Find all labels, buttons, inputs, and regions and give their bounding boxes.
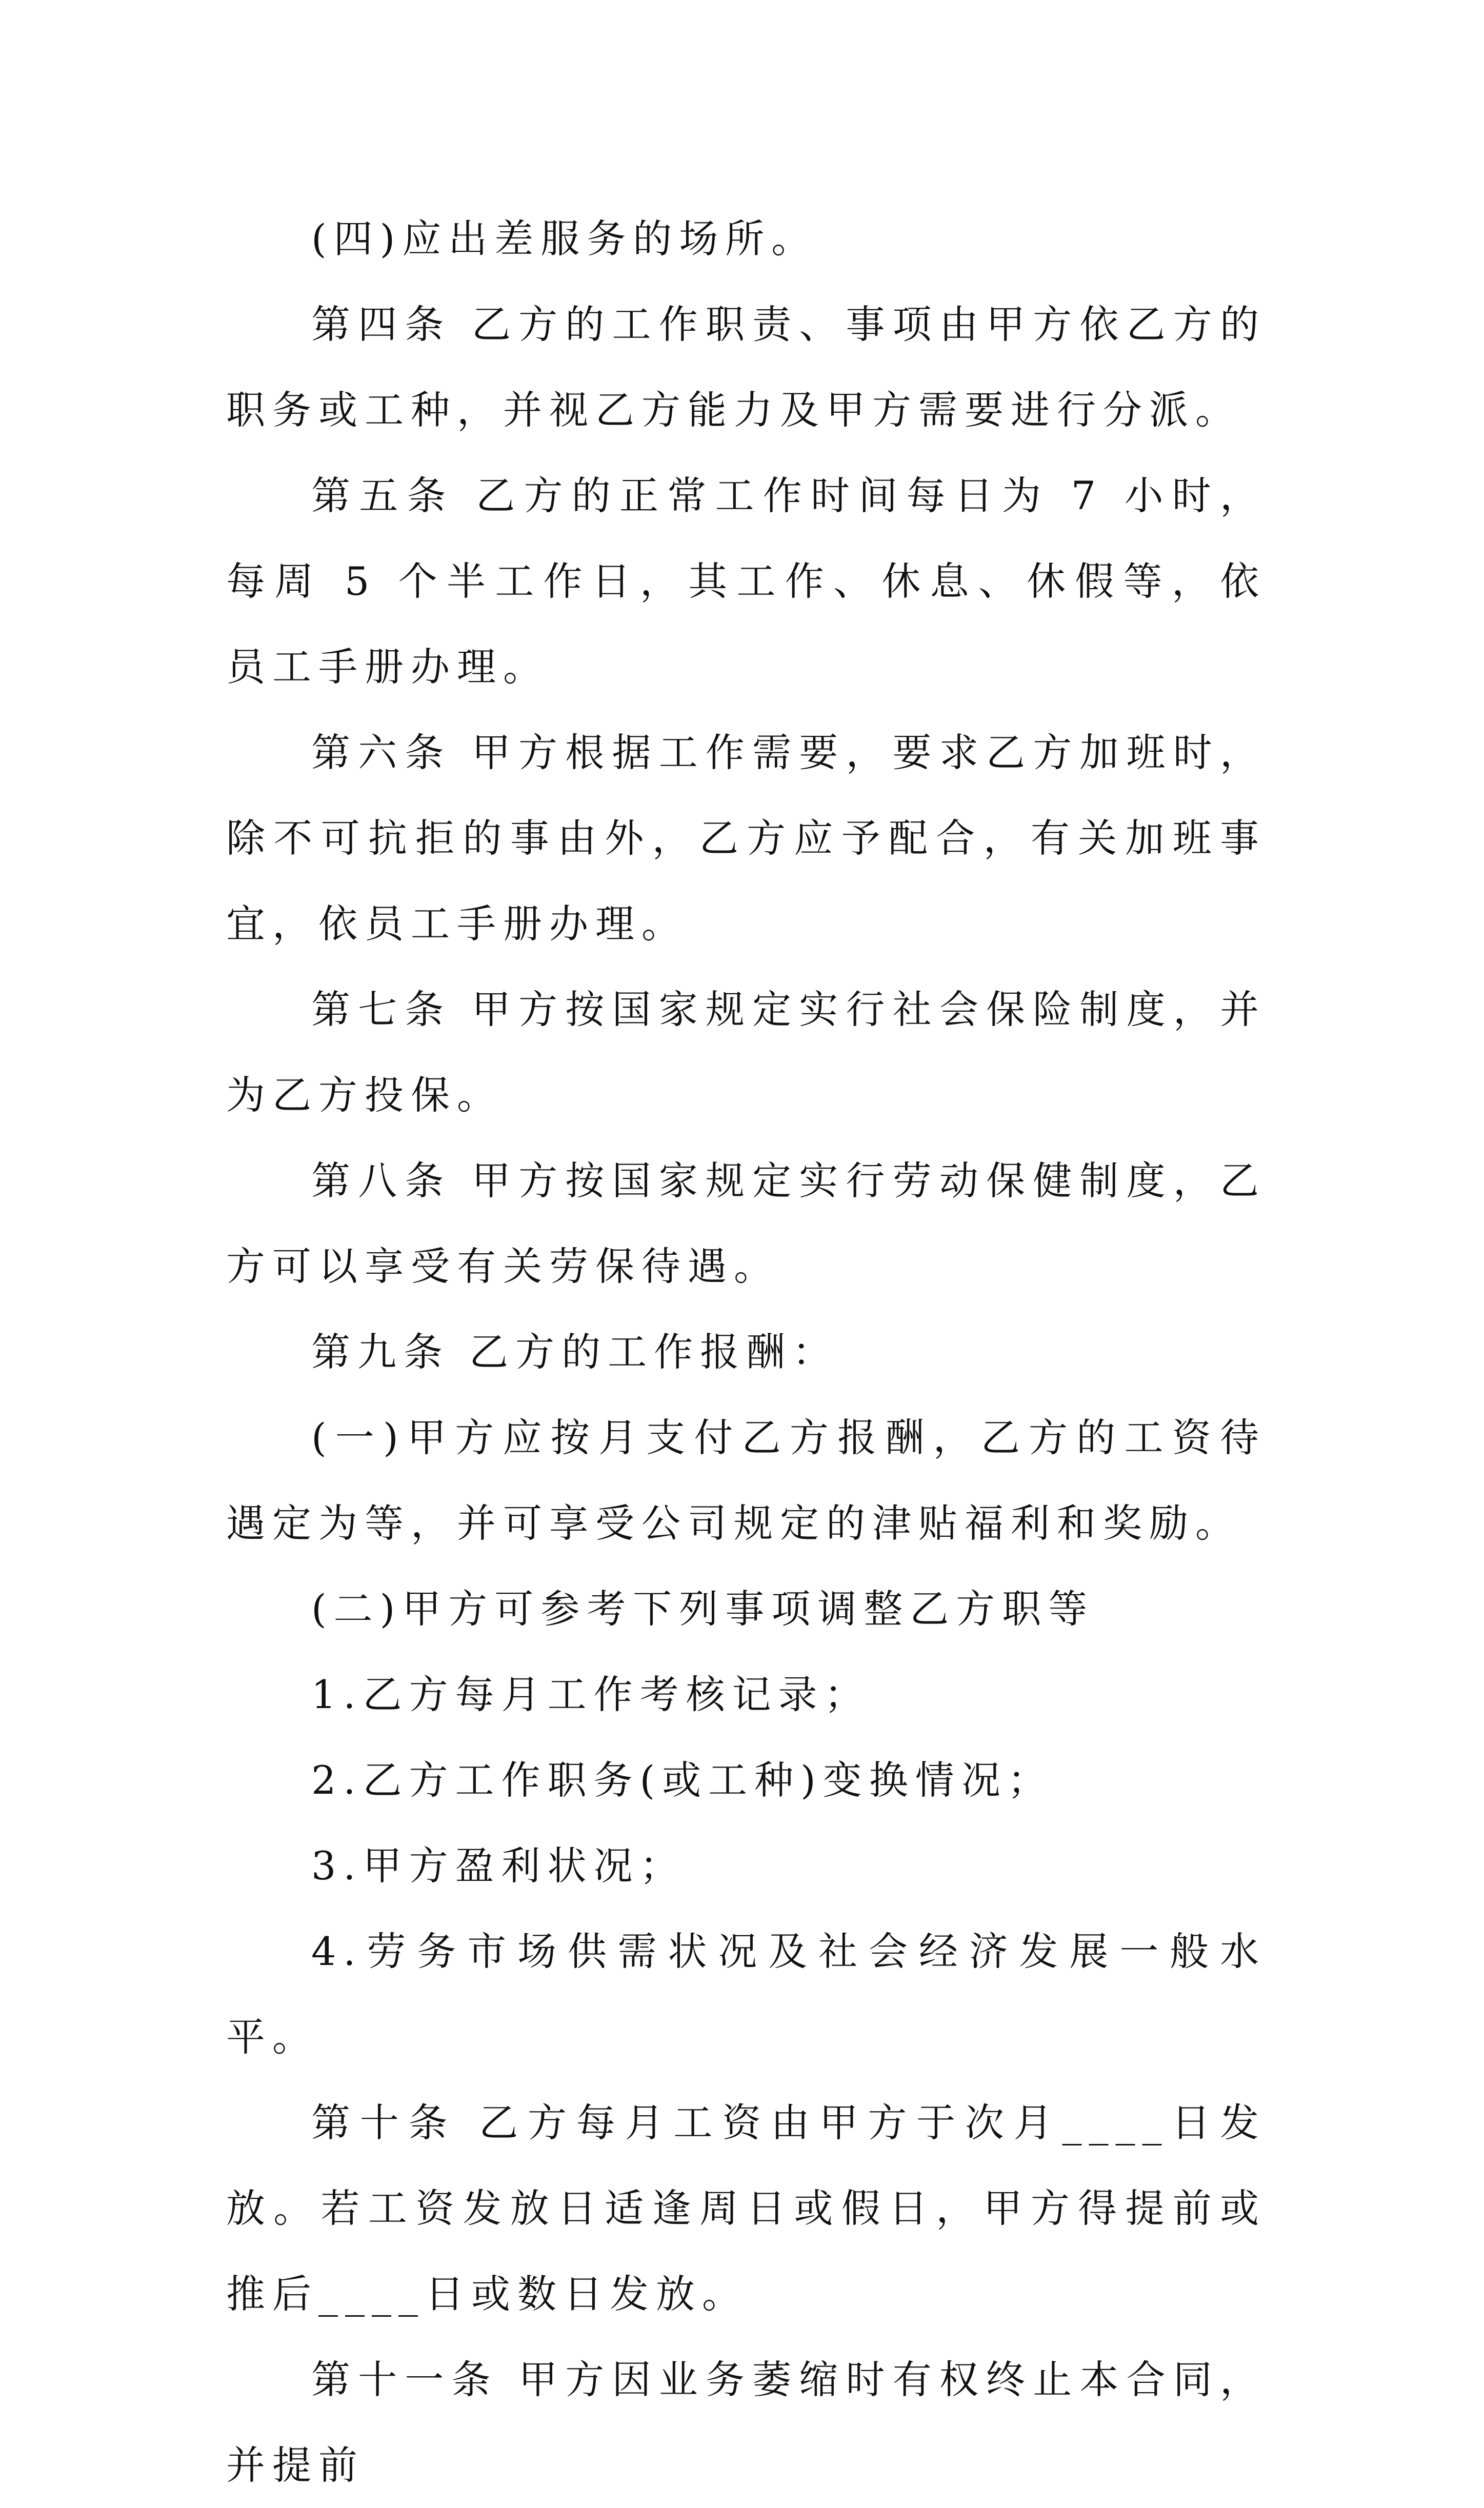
list-item-3: 3.甲方盈利状况； [311,1843,686,1889]
paragraph-article-9-item-1: (一)甲方应按月支付乙方报酬，乙方的工资待遇定为等，并可享受公司规定的津贴福利和奖励。 [226,1415,1266,1546]
paragraph-article-4: 第四条 乙方的工作职责、事项由甲方依乙方的职务或工种，并视乙方能力及甲方需要进行分派。 [226,302,1266,433]
paragraph-article-10: 第十条 乙方每月工资由甲方于次月____日发放。若工资发放日适逢周日或假日，甲方得提前或推后____日或数日发放。 [226,2100,1266,2317]
paragraph-article-6: 第六条 甲方根据工作需要，要求乙方加班时，除不可抗拒的事由外，乙方应予配合，有关加班事宜，依员工手册办理。 [226,730,1266,947]
list-item-1: 1.乙方每月工作考核记录； [311,1672,871,1717]
paragraph-business-trip-location: (四)应出差服务的场所。 [311,216,818,262]
paragraph-article-8: 第八条 甲方按国家规定实行劳动保健制度，乙方可以享受有关劳保待遇。 [226,1158,1266,1289]
list-item-4: 4.劳务市场供需状况及社会经济发展一般水平。 [226,1929,1266,2060]
document-body [226,196,1266,2508]
paragraph-article-9-item-2: (二)甲方可参考下列事项调整乙方职等 [311,1586,1095,1632]
paragraph-article-9: 第九条 乙方的工作报酬： [311,1329,839,1375]
paragraph-article-7: 第七条 甲方按国家规定实行社会保险制度，并为乙方投保。 [226,987,1266,1118]
list-item-2: 2.乙方工作职务(或工种)变换情况； [311,1757,1054,1803]
paragraph-article-5: 第五条 乙方的正常工作时间每日为 7 小时，每周 5 个半工作日，其工作、休息、休假等，依员工手册办理。 [226,473,1266,690]
paragraph-article-11: 第十一条 甲方因业务萎缩时有权终止本合同，并提前 [226,2357,1266,2488]
